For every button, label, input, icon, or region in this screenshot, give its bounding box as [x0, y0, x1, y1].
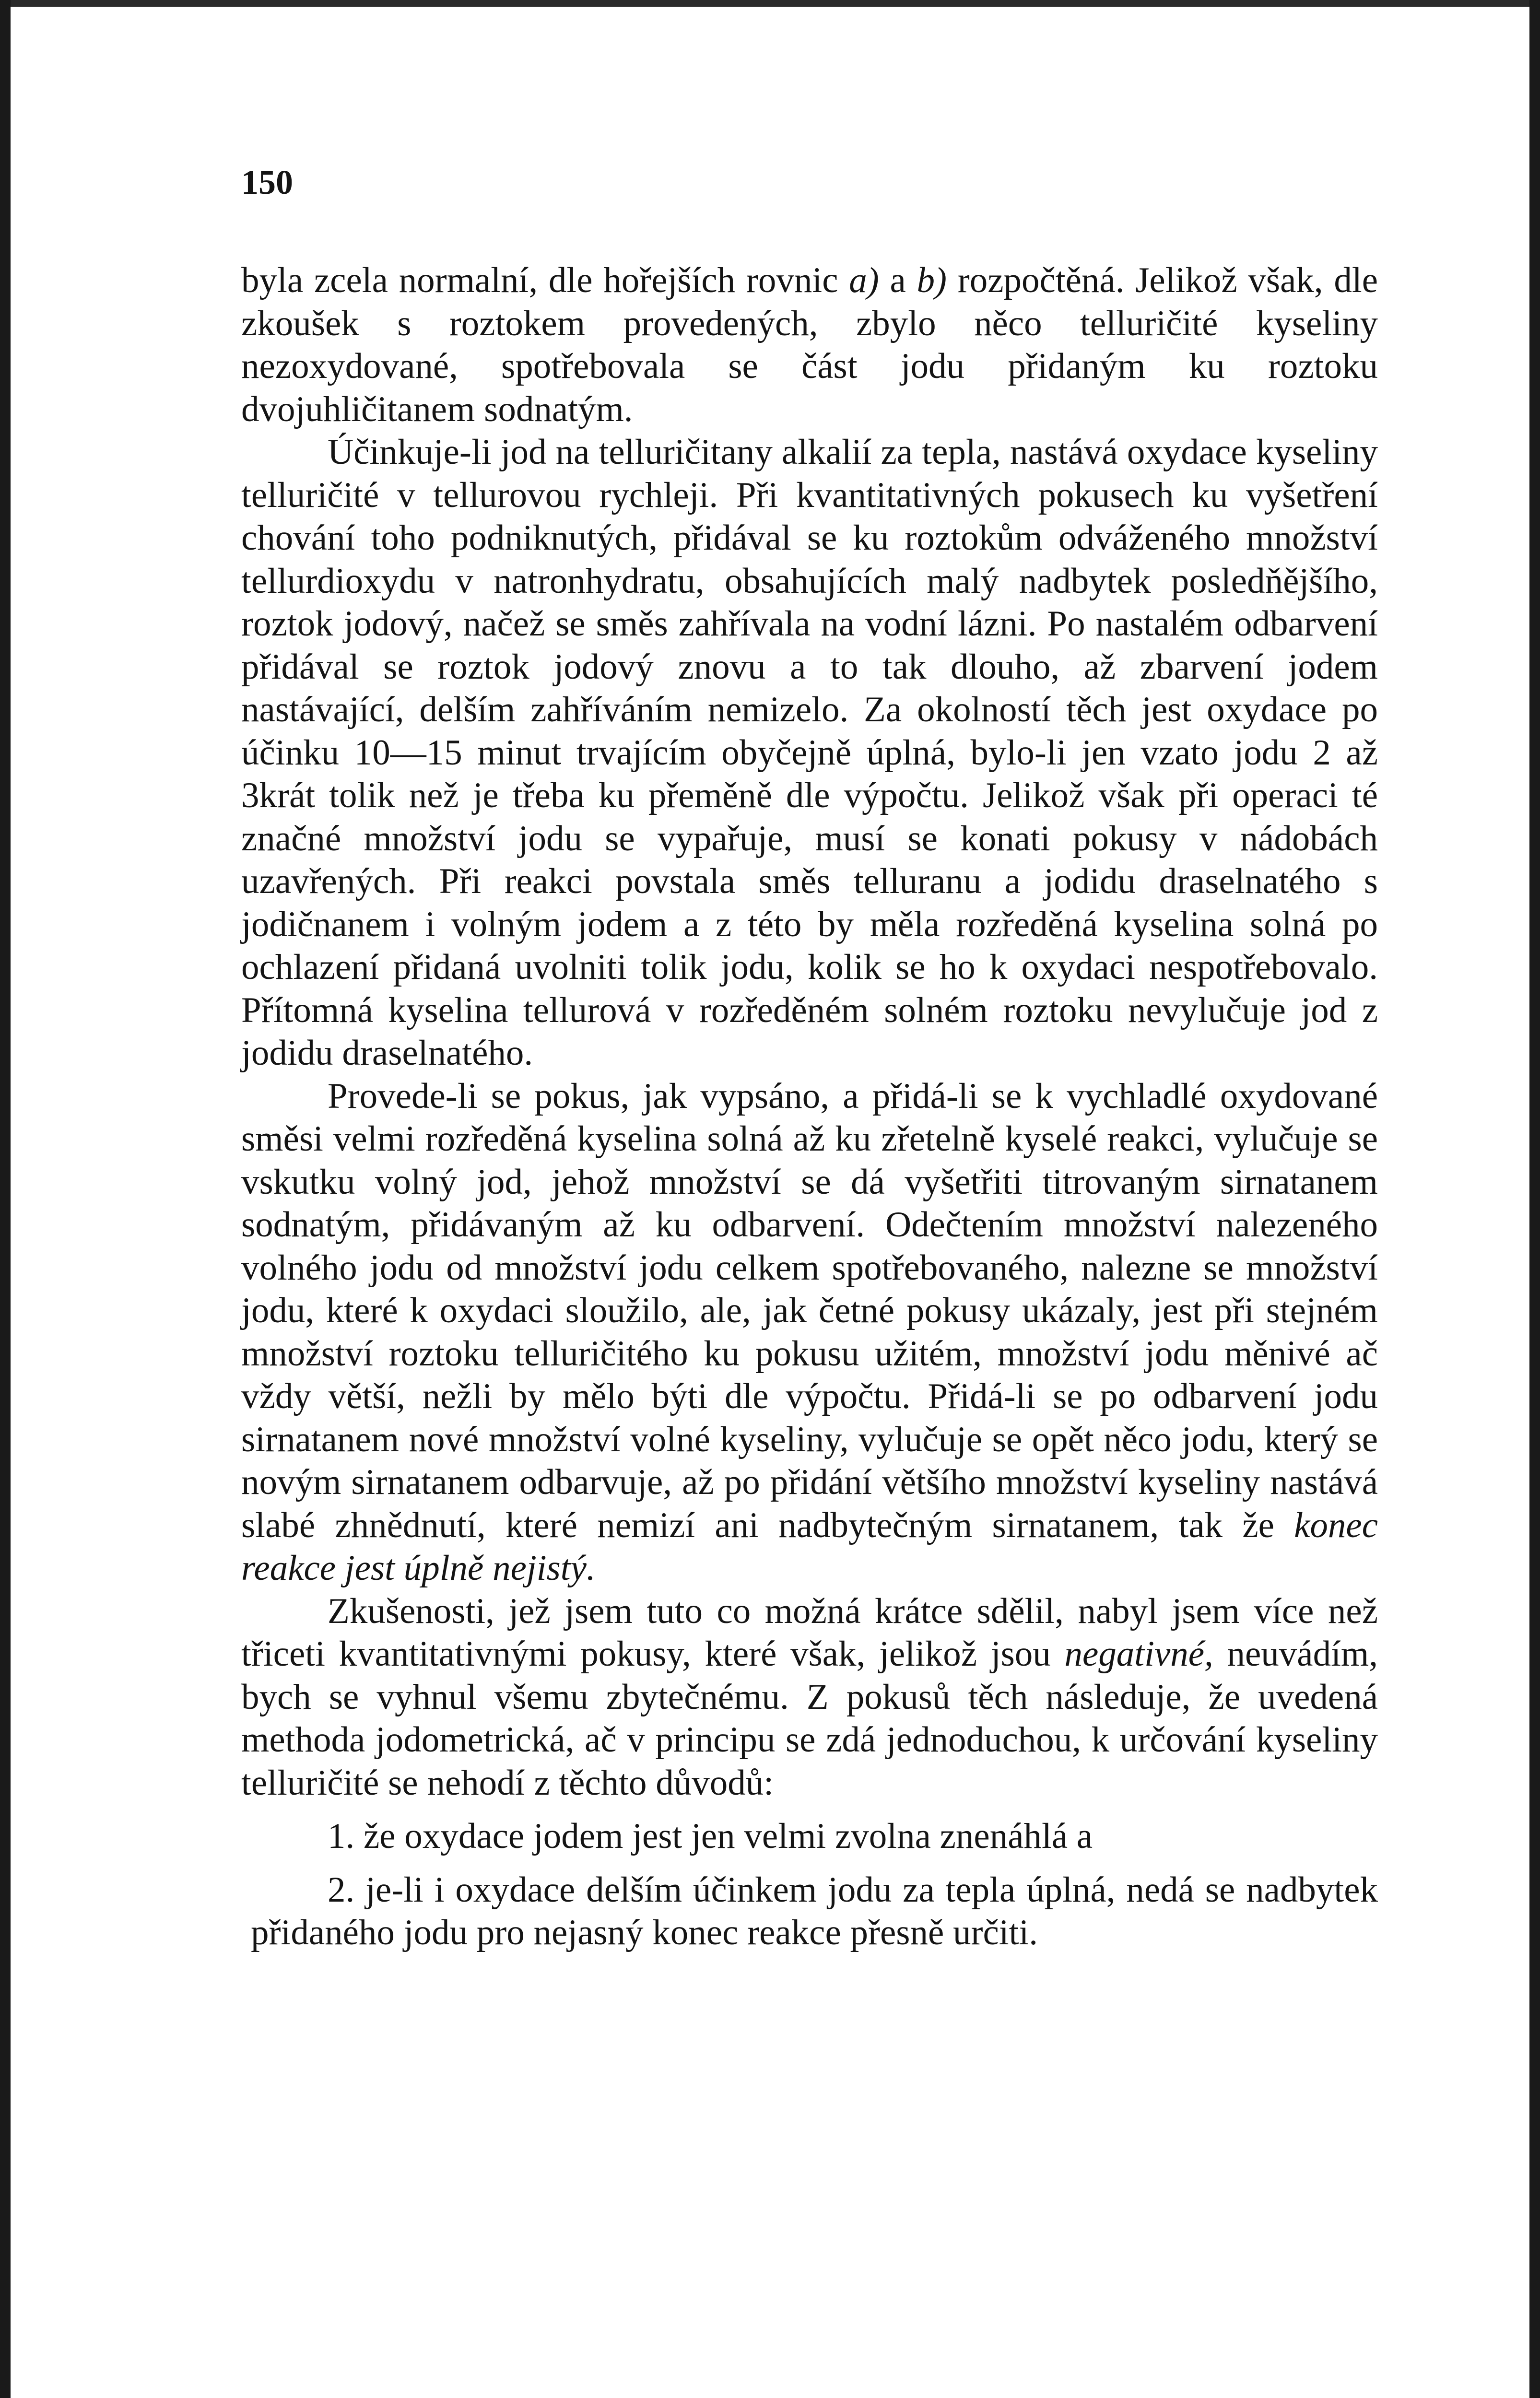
scan-edge-left — [0, 0, 11, 2398]
text-run: Provede-li se pokus, jak vypsáno, a přidá-li se k vychladlé oxydované směsi velmi rozředěná kyselina solná až ku zřetelně kyselé reakci, vylučuje se vskutku volný jod, jehož množství se dá vyšetřiti titrovaným sirnatanem sodnatým, přidávaným až ku odbarvení. Odečtením množství nalezeného volného jodu od množství jodu celkem spotřebovaného, nalezne se množství jodu, které k oxydaci sloužilo, ale, jak četné pokusy ukázaly, jest při stejném množství roztoku telluričitého ku pokusu užitém, množství jodu měnivé ač vždy větší, nežli by mělo býti dle výpočtu. Přidá-li se po odbarvení jodu sirnatanem nové množství volné kyseliny, vylučuje se opět něco jodu, který se novým sirnatanem odbarvuje, až po přidání většího množství kyseliny nastává slabé zhnědnutí, které nemizí ani nadbytečným sirnatanem, tak že — [241, 1076, 1378, 1545]
italic-text-run: negativné, — [1064, 1634, 1213, 1674]
text-run: rozpočtěná. Jelikož však, dle zkoušek s roztokem provedených, zbylo něco telluričité kyseliny nezoxydované, spotřebovala se část jodu přidaným ku roztoku dvojuhličitanem sodnatým. — [241, 260, 1378, 429]
italic-text-run: a) — [849, 260, 879, 300]
text-run: byla zcela normalní, dle hořejších rovnic — [241, 260, 849, 300]
italic-text-run: konec reakce jest úplně nejistý. — [241, 1505, 1378, 1588]
text-run: Účinkuje-li jod na telluričitany alkalií za tepla, nastává oxydace kyseliny telluričité v tellurovou rychleji. Při kvantitativných pokusech ku vyšetření chování toho podniknutých, přidával se ku roztokům odváženého množství tellurdioxydu v natronhydratu, obsahujících malý nadbytek posledňějšího, roztok jodový, načež se směs zahřívala na vodní lázni. Po nastalém odbarvení přidával se roztok jodový znovu a to tak dlouho, až zbarvení jodem nastávající, delším zahříváním nemizelo. Za okolností těch jest oxydace po účinku 10—15 minut trvajícím obyčejně úplná, bylo-li jen vzato jodu 2 až 3krát tolik než je třeba ku přeměně dle výpočtu. Jelikož však při operaci té značné množství jodu se vypařuje, musí se konati pokusy v nádobách uzavřených. Při reakci povstala směs telluranu a jodidu draselnatého s jodičnanem i volným jodem a z této by měla rozředěná kyselina solná po ochlazení přidaná uvolniti tolik jodu, kolik se ho k oxydaci nespotřebovalo. Přítomná kyselina tellurová v rozředěném solném roztoku nevylučuje jod z jodidu draselnatého. — [241, 432, 1378, 1073]
page-number: 150 — [241, 163, 293, 201]
document-page — [241, 163, 1378, 1954]
text-run: a — [879, 260, 917, 300]
list-item: 2. je-li i oxydace delším účinkem jodu za tepla úplná, nedá se nadbytek přidaného jodu pro nejasný konec reakce přesně určiti. — [251, 1869, 1378, 1952]
scan-edge-right — [1529, 0, 1540, 2398]
text-run: neuvádím, bych se vyhnul všemu zbytečnému. Z pokusů těch následuje, že uvedená methoda jodometrická, ač v principu se zdá jednoduchou, k určování kyseliny telluričité se nehodí z těchto důvodů: — [241, 1634, 1378, 1803]
italic-text-run: b) — [917, 260, 947, 300]
text-run: Zkušenosti, jež jsem tuto co možná krátce sdělil, nabyl jsem více než třiceti kvantitativnými pokusy, které však, jelikož jsou — [241, 1591, 1378, 1674]
scan-edge-top — [0, 0, 1540, 7]
body-text — [241, 259, 1378, 1954]
paragraph — [241, 259, 1378, 431]
paragraph — [241, 1075, 1378, 1590]
paragraph — [241, 1590, 1378, 1805]
paragraph — [241, 431, 1378, 1075]
list-item: 1. že oxydace jodem jest jen velmi zvolna znenáhlá a — [328, 1816, 1093, 1856]
